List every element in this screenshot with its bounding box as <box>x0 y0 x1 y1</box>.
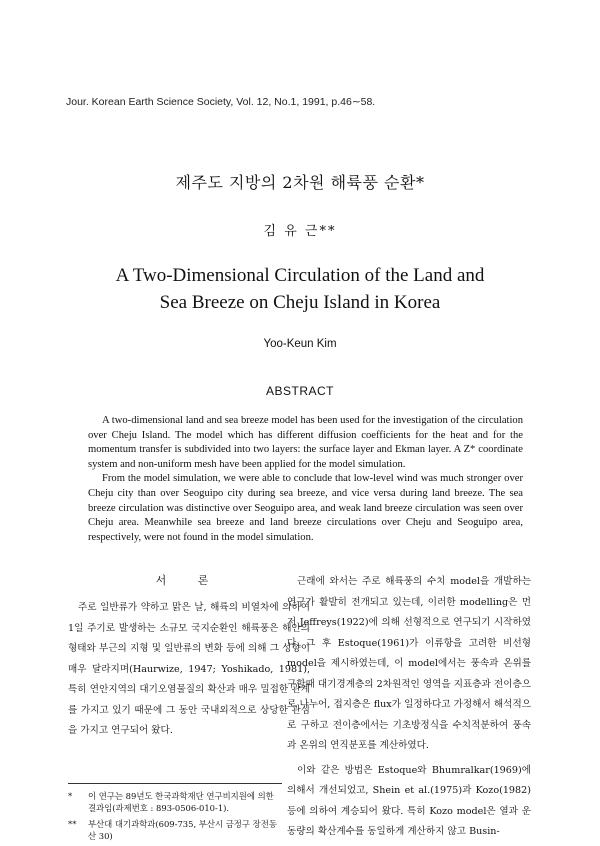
english-title-line-2: Sea Breeze on Cheju Island in Korea <box>159 292 441 313</box>
journal-citation: Jour. Korean Earth Science Society, Vol. 12, No.1, 1991, p.46∼58. <box>66 96 376 108</box>
footnote-2 <box>68 818 282 843</box>
abstract-paragraph-2: From the model simulation, we were able to conclude that low-level wind was much stronger over Cheju city than over Seoguipo city during sea breeze, and vice versa during land breeze. The sea breeze circulation was distinctive over Seoguipo area, and weak land breeze circulation was seen over Cheju area. Meanwhile sea breeze and land breeze circulations over Cheju and Seoguipo area, respectively, were not found in the model simulation. <box>88 473 523 543</box>
section-heading-introduction: 서 론 <box>155 574 223 587</box>
footnote-2-text: 부산대 대기과학과(609-735, 부산시 금정구 장전동 산 30) <box>88 818 277 842</box>
footnote-2-mark: ** <box>68 818 77 829</box>
footnote-1-text: 이 연구는 89년도 한국과학재단 연구비지원에 의한 결과임(과제번호 : 893-0506-010-1). <box>88 791 274 814</box>
left-column <box>68 572 310 742</box>
english-title-line-1: A Two-Dimensional Circulation of the Land and <box>115 265 485 286</box>
right-column <box>287 572 531 843</box>
left-column-paragraph: 주로 일반류가 약하고 맑은 날, 해륙의 비열차에 의하여 1일 주기로 발생하는 소규모 국지순환인 해륙풍은 해안의 형태와 부근의 지형 및 일반류의 변화 등에 의해 그 성향이 매우 달라지며(Haurwize, 1947; Yoshikado, 1981), 특히 연안지역의 대기오염물질의 확산과 매우 밀접한 관계를 가지고 있기 때문에 그 동안 국내외적으로 상당한 관심을 가지고 연구되어 왔다. <box>68 602 310 736</box>
korean-author: 김 유 근** <box>263 224 337 239</box>
abstract-paragraph-1: A two-dimensional land and sea breeze model has been used for the investigation of the circulation over Cheju Island. The model which has different diffusion coefficients for the heat and for the momentum transfer is subdivided into two layers: the surface layer and Ekman layer. A Z* coordinate system and non-uniform mesh have been applied for the model simulation. <box>88 415 523 470</box>
footnote-1 <box>68 790 282 815</box>
korean-title: 제주도 지방의 2차원 해륙풍 순환* <box>175 173 425 192</box>
abstract-body <box>88 414 523 545</box>
right-column-paragraph-2: 이와 같은 방법은 Estoque와 Bhumralkar(1969)에 의해서 개선되었고, Shein et al.(1975)과 Kozo(1982) 등에 의하여 계승되어 왔다. 특히 Kozo model은 열과 운동량의 확산계수를 동일하게 계산하지 않고 Busin- <box>287 764 531 837</box>
english-title <box>0 262 600 316</box>
right-column-paragraph-1: 근래에 와서는 주로 해륙풍의 수치 model을 개발하는 연구가 활발히 전개되고 있는데, 이러한 modelling은 먼저 Jeffreys(1922)에 의해 선형적으로 연구되기 시작하였다. 그 후 Estoque(1961)가 이류항을 고려한 비선형 model을 제시하였는데, 이 model에서는 풍속과 온위를 구할때 대기경계층의 2차원적인 영역을 지표층과 전이층으로 나누어, 접지층은 flux가 일정하다고 가정해서 해석적으로 구하고 전이층에서는 기초방정식을 수치적분하여 풍속과 온위의 연직분포를 계산하였다. <box>287 576 531 751</box>
footnote-1-mark: * <box>68 791 73 801</box>
english-author: Yoo-Keun Kim <box>263 338 337 350</box>
footnotes <box>68 783 282 846</box>
abstract-heading: ABSTRACT <box>265 384 334 398</box>
